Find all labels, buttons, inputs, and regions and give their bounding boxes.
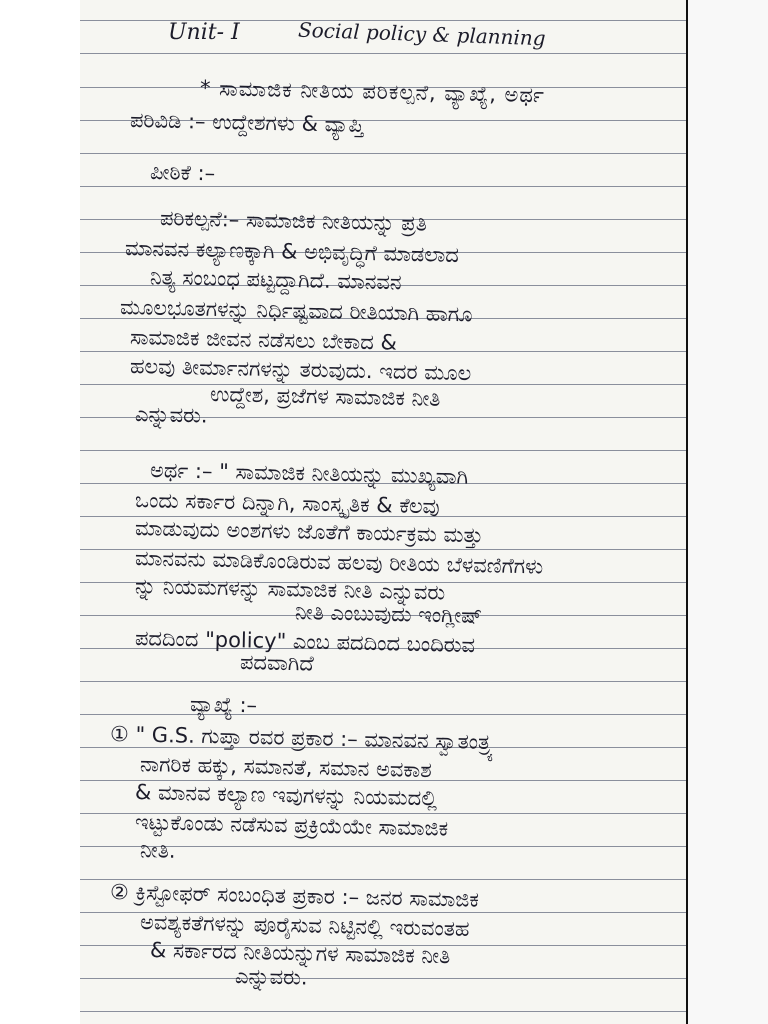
text-line: ಮೂಲಭೂತಗಳನ್ನು ನಿರ್ಧಿಷ್ಟವಾದ ರೀತಿಯಾಗಿ ಹಾಗೂ <box>119 295 473 327</box>
intro-line: ಪೀಠಿಕೆ :– <box>149 160 216 186</box>
meaning-line: ಅರ್ಥ :– " ಸಾಮಾಜಿಕ ನೀತಿಯನ್ನು ಮುಖ್ಯವಾಗಿ <box>149 458 469 489</box>
subject-title: Social policy & planning <box>297 17 546 51</box>
text-line: ನಿತ್ಯ ಸಂಬಂಧ ಪಟ್ಟದ್ದಾಗಿದೆ. ಮಾನವನ <box>149 265 402 295</box>
text-line: ಎನ್ನುವರು. <box>134 402 208 428</box>
unit-heading: Unit- I <box>168 20 240 45</box>
definition-heading: ವ್ಯಾಖ್ಯೆ :– <box>189 692 258 718</box>
text-line: ಅವಶ್ಯಕತೆಗಳನ್ನು ಪೂರೈಸುವ ನಿಟ್ಟಿನಲ್ಲಿ ಇರುವಂತಹ <box>139 910 470 941</box>
left-margin <box>0 0 80 1024</box>
text-line: ನೀತಿ. <box>139 838 176 863</box>
text-line: ಮಾಡುವುದು ಅಂಶಗಳು ಜೊತೆಗೆ ಕಾರ್ಯಕ್ರಮ ಮತ್ತು <box>134 516 484 548</box>
text-line: ಒಂದು ಸರ್ಕಾರ ದಿನ್ನಾಗಿ, ಸಾಂಸ್ಕೃತಿಕ & ಕೆಲವು <box>134 488 440 519</box>
text-line: ಪದವಾಗಿದೆ <box>239 650 315 676</box>
contents-line: ಪರಿವಿಡಿ :– ಉದ್ದೇಶಗಳು & ವ್ಯಾಪ್ತಿ <box>129 108 364 137</box>
text-line: ಮಾನವನ ಕಲ್ಯಾಣಕ್ಕಾಗಿ & ಅಭಿವೃದ್ಧಿಗೆ ಮಾಡಲಾದ <box>124 236 460 267</box>
text-line: ಸಾಮಾಜಿಕ ಜೀವನ ನಡೆಸಲು ಬೇಕಾದ & <box>129 325 398 355</box>
text-line: ನೀತಿ ಎಂಬುವುದು ಇಂಗ್ಲೀಷ್ <box>294 600 483 628</box>
right-margin <box>688 0 768 1024</box>
text-line: & ಸರ್ಕಾರದ ನೀತಿಯನ್ನುಗಳ ಸಾಮಾಜಿಕ ನೀತಿ <box>149 938 451 969</box>
topic-line: * ಸಾಮಾಜಿಕ ನೀತಿಯ ಪರಿಕಲ್ಪನೆ, ವ್ಯಾಖ್ಯೆ, ಅರ್ಥ <box>199 76 546 108</box>
text-line: ಪರಿಕಲ್ಪನೆ:– ಸಾಮಾಜಿಕ ನೀತಿಯನ್ನು ಪ್ರತಿ <box>159 206 428 236</box>
text-line: ① " G.S. ಗುಪ್ತಾ ರವರ ಪ್ರಕಾರ :– ಮಾನವನ ಸ್ವಾತಂತ್ರ್ಯ <box>109 722 495 755</box>
text-line: ಹಲವು ತೀರ್ಮಾನಗಳನ್ನು ತರುವುದು. ಇದರ ಮೂಲ <box>129 354 472 386</box>
text-line: ಇಟ್ಟುಕೊಂಡು ನಡೆಸುವ ಪ್ರಕ್ರಿಯೆಯೇ ಸಾಮಾಜಿಕ <box>134 810 449 841</box>
text-line: ಎನ್ನುವರು. <box>234 964 308 990</box>
text-line: ಉದ್ದೇಶ, ಪ್ರಜೆಗಳ ಸಾಮಾಜಿಕ ನೀತಿ <box>209 382 441 411</box>
notebook-page <box>80 0 688 1024</box>
text-line: ಪದದಿಂದ "policy" ಎಂಬ ಪದದಿಂದ ಬಂದಿರುವ <box>134 626 476 658</box>
text-line: ② ಕ್ರಿಸ್ಟೋಫರ್ ಸಂಬಂಧಿತ ಪ್ರಕಾರ :– ಜನರ ಸಾಮಾಜಿಕ <box>109 880 480 912</box>
text-line: ನ್ನು ನಿಯಮಗಳನ್ನು ಸಾಮಾಜಿಕ ನೀತಿ ಎನ್ನುವರು <box>134 574 446 605</box>
text-line: ನಾಗರಿಕ ಹಕ್ಕು, ಸಮಾನತೆ, ಸಮಾನ ಅವಕಾಶ <box>139 752 432 783</box>
text-line: ಮಾನವನು ಮಾಡಿಕೊಂಡಿರುವ ಹಲವು ರೀತಿಯ ಬೆಳವಣಿಗೆಗಳು <box>134 546 544 579</box>
text-line: & ಮಾನವ ಕಲ್ಯಾಣ ಇವುಗಳನ್ನು ನಿಯಮದಲ್ಲಿ <box>134 780 438 811</box>
